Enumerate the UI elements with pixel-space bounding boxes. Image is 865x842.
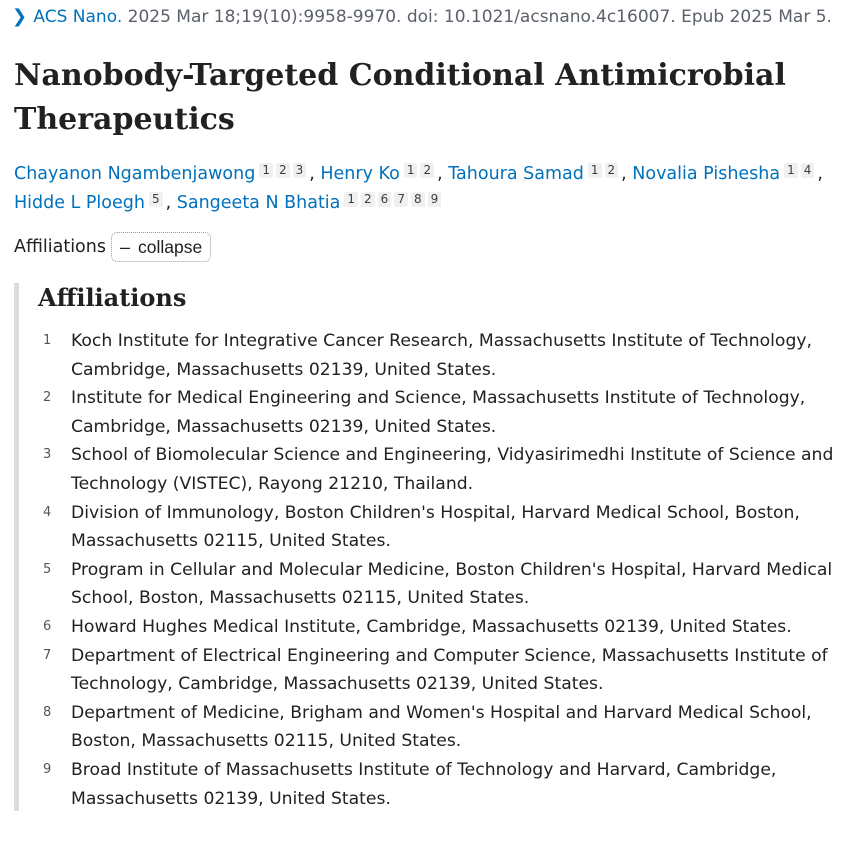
affiliation-text: Koch Institute for Integrative Cancer Research, Massachusetts Institute of Technology, Cambridge, Massachusetts 02139, United States. xyxy=(71,331,812,380)
affiliation-number: 8 xyxy=(43,704,52,720)
collapse-label: collapse xyxy=(138,236,203,257)
affiliation-text: Department of Medicine, Brigham and Women's Hospital and Harvard Medical School, Boston, Massachusetts 02115, United States. xyxy=(71,702,812,752)
affiliation-ref[interactable]: 9 xyxy=(428,192,442,207)
author-entry xyxy=(14,164,309,184)
chevron-right-icon[interactable]: ❯ xyxy=(12,6,28,27)
affiliation-ref[interactable]: 2 xyxy=(276,163,290,178)
affiliation-ref[interactable]: 4 xyxy=(801,163,815,178)
affiliation-ref[interactable]: 2 xyxy=(361,192,375,207)
affiliations-heading: Affiliations xyxy=(38,283,187,312)
affiliation-text: Program in Cellular and Molecular Medicine, Boston Children's Hospital, Harvard Medical School, Boston, Massachusetts 02115, United States. xyxy=(71,559,833,609)
affiliation-item xyxy=(43,556,865,613)
author-link[interactable]: Chayanon Ngambenjawong xyxy=(14,164,256,184)
affiliation-item xyxy=(43,327,865,384)
affiliation-item xyxy=(43,699,865,756)
affiliation-text: Broad Institute of Massachusetts Institute of Technology and Harvard, Cambridge, Massachusetts 02139, United States. xyxy=(71,759,777,809)
affiliation-ref[interactable]: 1 xyxy=(784,163,798,178)
affiliation-text: Division of Immunology, Boston Children's Hospital, Harvard Medical School, Boston, Massachusetts 02115, United States. xyxy=(71,502,800,552)
affiliation-text: Howard Hughes Medical Institute, Cambridge, Massachusetts 02139, United States. xyxy=(71,616,792,637)
journal-link[interactable]: ACS Nano. xyxy=(33,7,123,27)
author-link[interactable]: Tahoura Samad xyxy=(448,164,584,184)
author-entry xyxy=(448,164,621,184)
author-entry xyxy=(177,193,444,213)
collapse-button[interactable] xyxy=(111,232,211,262)
affiliation-item xyxy=(43,441,865,498)
affiliation-text: Institute for Medical Engineering and Science, Massachusetts Institute of Technology, Cambridge, Massachusetts 02139, United States. xyxy=(71,388,806,437)
affiliation-ref[interactable]: 1 xyxy=(588,163,602,178)
affiliation-ref[interactable]: 5 xyxy=(149,192,163,207)
affiliation-item xyxy=(43,613,865,642)
article-title: Nanobody-Targeted Conditional Antimicrobial Therapeutics xyxy=(14,58,786,137)
affiliations-panel xyxy=(14,283,865,811)
affiliation-number: 6 xyxy=(43,618,52,634)
affiliation-ref[interactable]: 1 xyxy=(259,163,273,178)
author-entry xyxy=(632,164,817,184)
author-link[interactable]: Novalia Pishesha xyxy=(632,164,781,184)
author-link[interactable]: Hidde L Ploegh xyxy=(14,192,145,213)
affiliation-text: Department of Electrical Engineering and Computer Science, Massachusetts Institute of Technology, Cambridge, Massachusetts 02139, United States. xyxy=(71,645,828,695)
affiliation-item xyxy=(43,499,865,556)
affiliation-ref[interactable]: 8 xyxy=(411,192,425,207)
affiliation-ref[interactable]: 3 xyxy=(293,163,307,178)
affiliation-number: 3 xyxy=(43,447,52,463)
affiliation-number: 2 xyxy=(43,390,52,406)
affiliation-ref[interactable]: 2 xyxy=(420,163,434,178)
author-link[interactable]: Henry Ko xyxy=(320,164,400,184)
citation-line xyxy=(12,5,832,29)
citation-details: 2025 Mar 18;19(10):9958-9970. doi: 10.1021/acsnano.4c16007. Epub 2025 Mar 5. xyxy=(127,7,832,27)
affiliation-number: 1 xyxy=(43,333,52,348)
affiliation-number: 9 xyxy=(43,761,52,777)
affiliation-ref[interactable]: 1 xyxy=(344,192,358,207)
author-link[interactable]: Sangeeta N Bhatia xyxy=(176,192,341,213)
affiliation-ref[interactable]: 7 xyxy=(394,192,408,207)
affiliation-item xyxy=(43,756,865,813)
affiliation-item xyxy=(43,384,865,441)
affiliation-number: 4 xyxy=(43,504,52,520)
affiliations-list xyxy=(43,327,865,813)
affiliation-number: 7 xyxy=(43,647,52,663)
affiliations-toggle-row xyxy=(14,231,211,263)
affiliation-ref[interactable]: 6 xyxy=(378,192,392,207)
affiliation-item xyxy=(43,642,865,699)
author-entry xyxy=(14,193,166,213)
affiliation-ref[interactable]: 2 xyxy=(605,163,619,178)
author-entry xyxy=(320,164,437,184)
author-list: Chayanon Ngambenjawong 1 2 3 , Henry Ko 1 2 , Tahoura Samad 1 2 , Novalia Pishesha 1 4 , Hidde L Ploegh 5 , Sangeeta N Bhatia 1 2 6 7 8 9 xyxy=(14,163,823,213)
affiliation-number: 5 xyxy=(43,561,52,577)
affiliation-text: School of Biomolecular Science and Engineering, Vidyasirimedhi Institute of Science and Technology (VISTEC), Rayong 21210, Thailand. xyxy=(71,445,834,494)
affiliations-label: Affiliations xyxy=(14,237,106,257)
minus-icon: – xyxy=(119,236,130,257)
affiliation-ref[interactable]: 1 xyxy=(404,163,418,178)
